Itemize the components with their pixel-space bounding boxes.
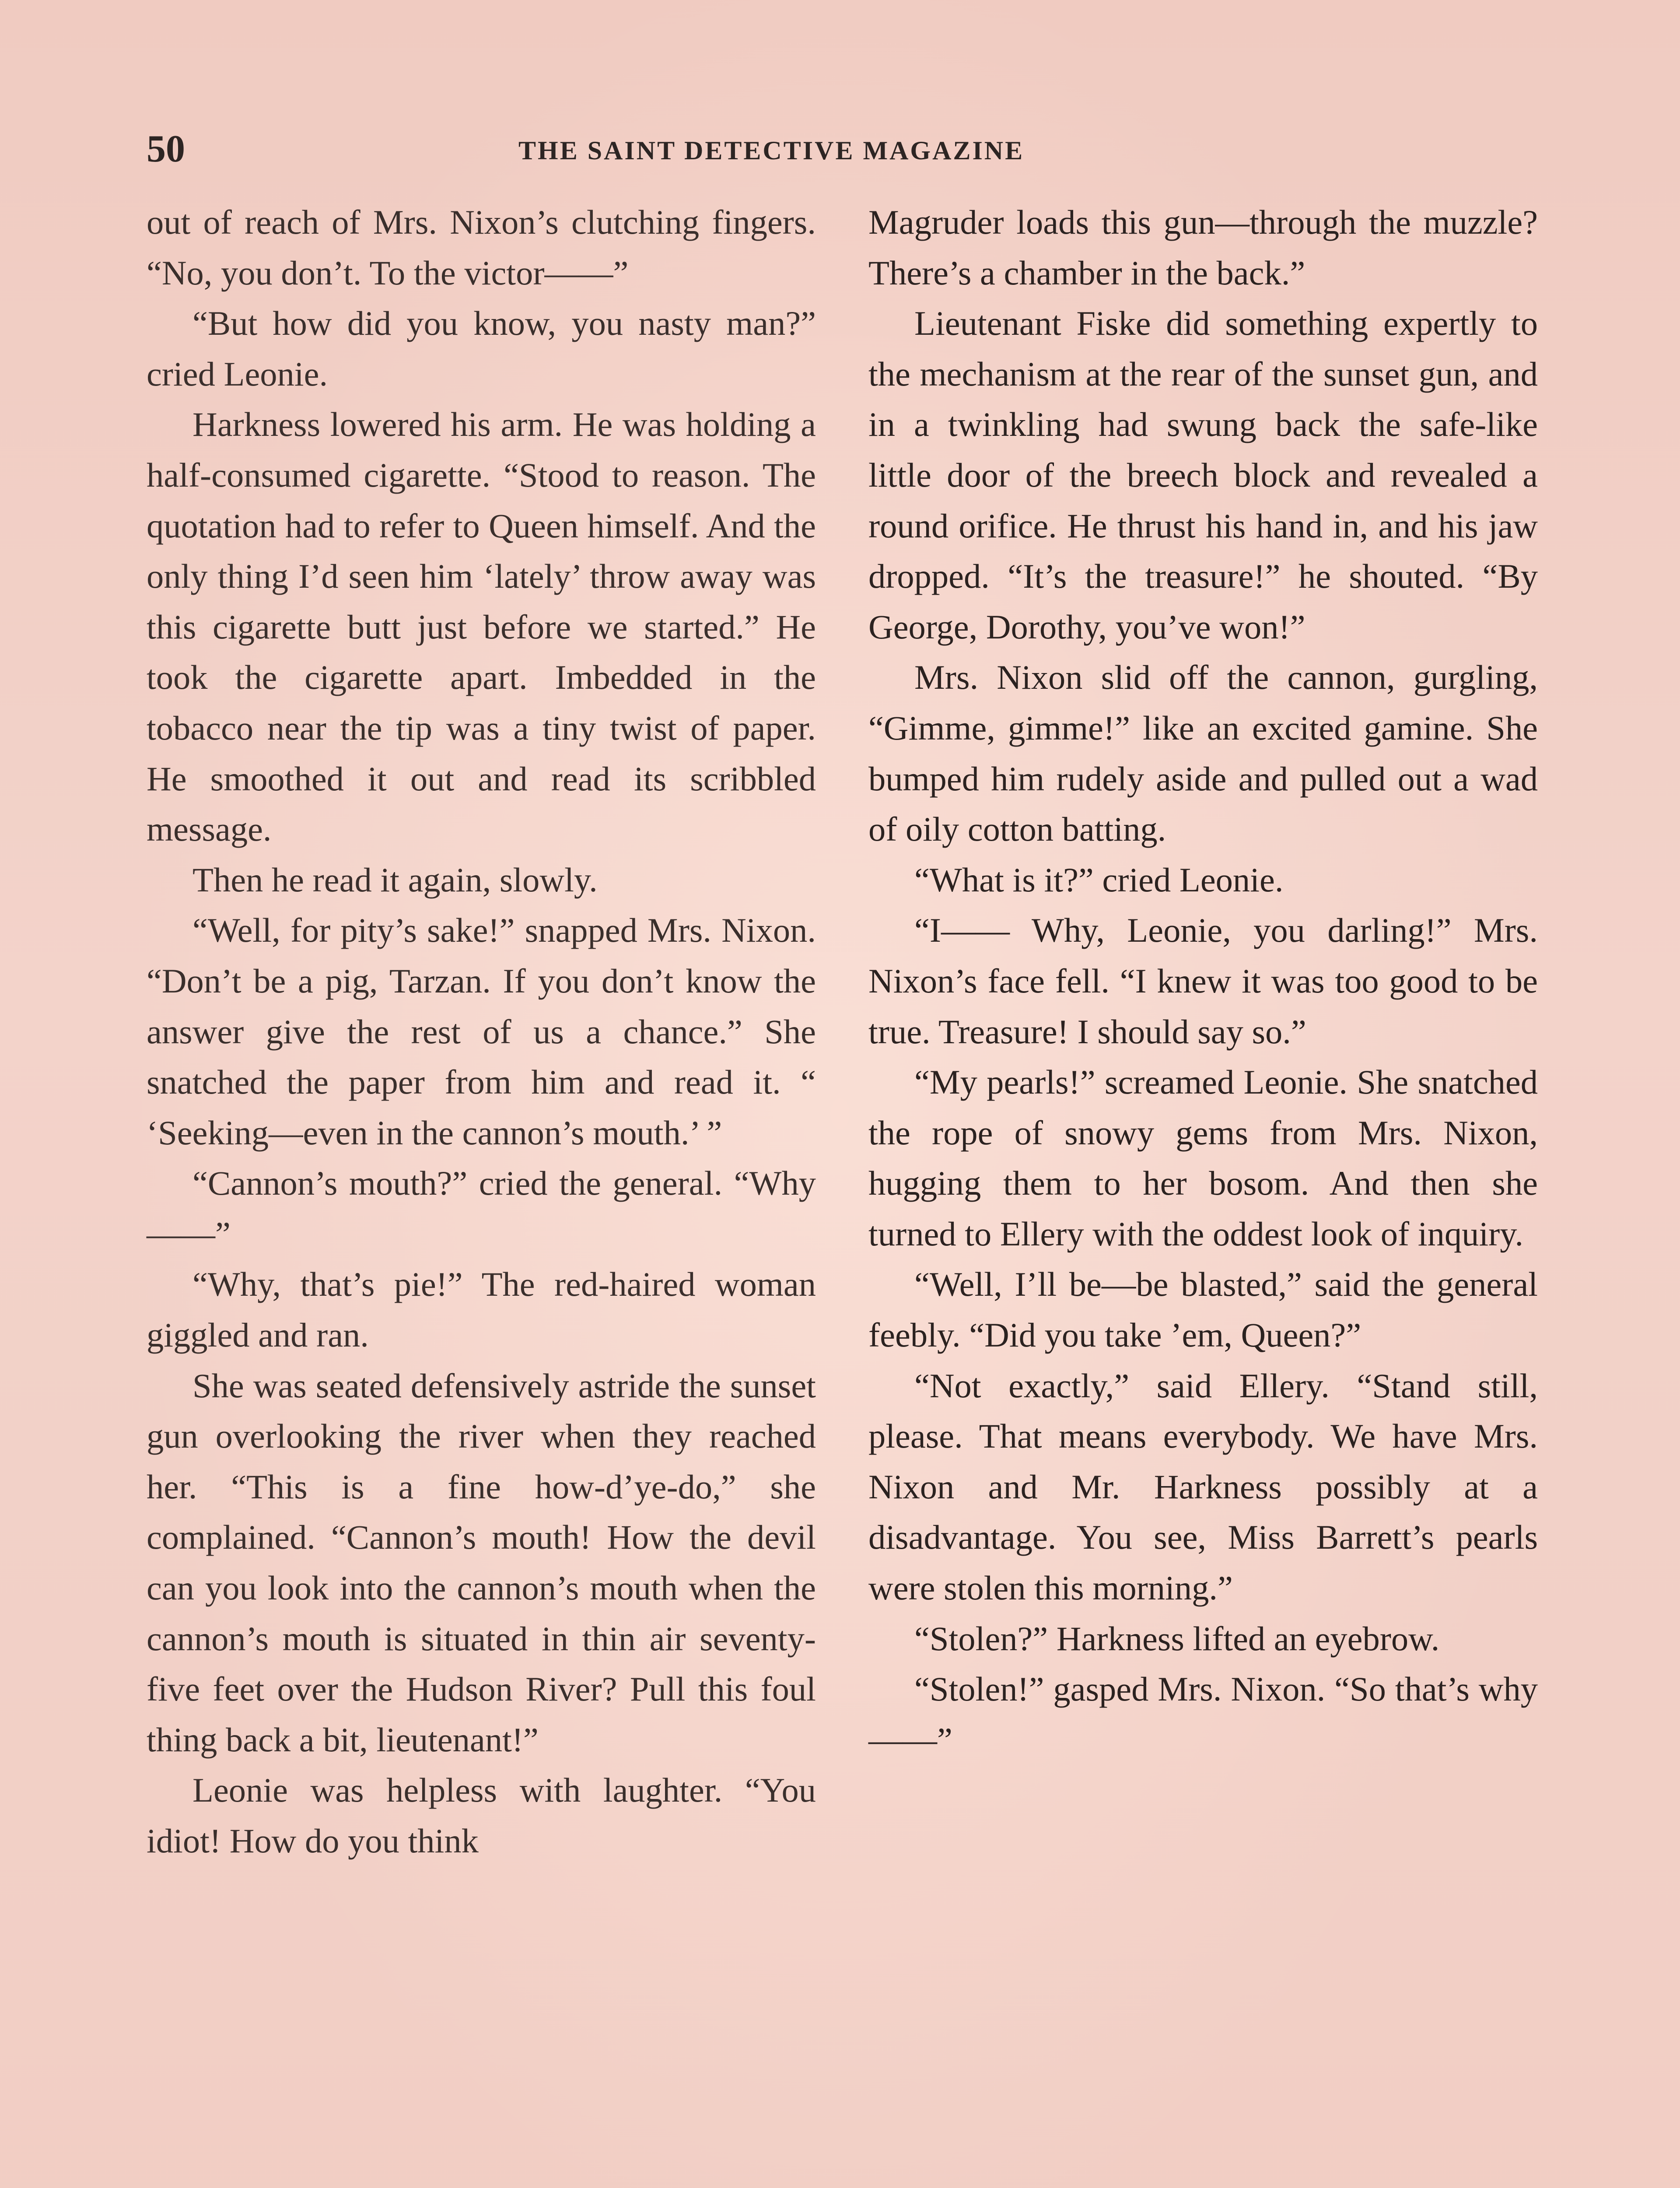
page-header: [147, 127, 1533, 179]
running-title: THE SAINT DETECTIVE MAGAZINE: [518, 136, 1025, 165]
paragraph: “Well, for pity’s sake!” snapped Mrs. Nixon. “Don’t be a pig, Tarzan. If you don’t know the answer give the rest of us a chance.” She snatched the paper from him and read it. “ ‘Seeking—even in the cannon’s mouth.’ ”: [147, 911, 816, 1152]
paragraph: “Stolen!” gasped Mrs. Nixon. “So that’s why——”: [868, 1670, 1538, 1759]
paragraph: Then he read it again, slowly.: [192, 860, 598, 899]
right-column: [868, 197, 1538, 1765]
paragraph: Mrs. Nixon slid off the cannon, gurgling, “Gimme, gimme!” like an excited gamine. She bumped him rudely aside and pulled out a wad of oily cotton batting.: [868, 658, 1538, 849]
paragraph: “My pearls!” screamed Leonie. She snatched the rope of snowy gems from Mrs. Nixon, hugging them to her bosom. And then she turned to Ellery with the oddest look of inquiry.: [868, 1063, 1538, 1253]
left-column: [147, 197, 816, 1866]
paragraph: “Why, that’s pie!” The red-haired woman giggled and ran.: [147, 1265, 816, 1354]
page-number: 50: [147, 128, 185, 170]
paragraph: “Well, I’ll be—be blasted,” said the general feebly. “Did you take ’em, Queen?”: [868, 1265, 1538, 1354]
paragraph: “Stolen?” Harkness lifted an eyebrow.: [914, 1619, 1440, 1658]
paragraph: “What is it?” cried Leonie.: [914, 860, 1284, 899]
paragraph: “But how did you know, you nasty man?” cried Leonie.: [147, 304, 816, 393]
paragraph: She was seated defensively astride the sunset gun overlooking the river when they reached her. “This is a fine how-d’ye-do,” she complained. “Cannon’s mouth! How the devil can you look into the cannon’s mouth when the cannon’s mouth is situated in thin air seventy-five feet over the Hudson River? Pull this foul thing back a bit, lieutenant!”: [147, 1366, 816, 1759]
paragraph: Magruder loads this gun—through the muzzle? There’s a chamber in the back.”: [868, 203, 1538, 292]
paragraph: “Not exactly,” said Ellery. “Stand still, please. That means everybody. We have Mrs. Nixon and Mr. Harkness possibly at a disadvantage. You see, Miss Barrett’s pearls were stolen this morning.”: [868, 1366, 1538, 1607]
paragraph: “I—— Why, Leonie, you darling!” Mrs. Nixon’s face fell. “I knew it was too good to be true. Treasure! I should say so.”: [868, 911, 1538, 1051]
paragraph: out of reach of Mrs. Nixon’s clutching fingers. “No, you don’t. To the victor——”: [147, 203, 816, 292]
paragraph: Harkness lowered his arm. He was holding a half-consumed cigarette. “Stood to reason. The quotation had to refer to Queen himself. And the only thing I’d seen him ‘lately’ throw away was this cigarette butt just before we started.” He took the cigarette apart. Imbedded in the tobacco near the tip was a tiny twist of paper. He smoothed it out and read its scribbled message.: [147, 405, 816, 849]
paragraph: “Cannon’s mouth?” cried the general. “Why——”: [147, 1164, 816, 1253]
paragraph: Leonie was helpless with laughter. “You idiot! How do you think: [147, 1771, 816, 1860]
paragraph: Lieutenant Fiske did something expertly to the mechanism at the rear of the sunset gun, and in a twinkling had swung back the safe-like little door of the breech block and revealed a round orifice. He thrust his hand in, and his jaw dropped. “It’s the treasure!” he shouted. “By George, Dorothy, you’ve won!”: [868, 304, 1538, 646]
